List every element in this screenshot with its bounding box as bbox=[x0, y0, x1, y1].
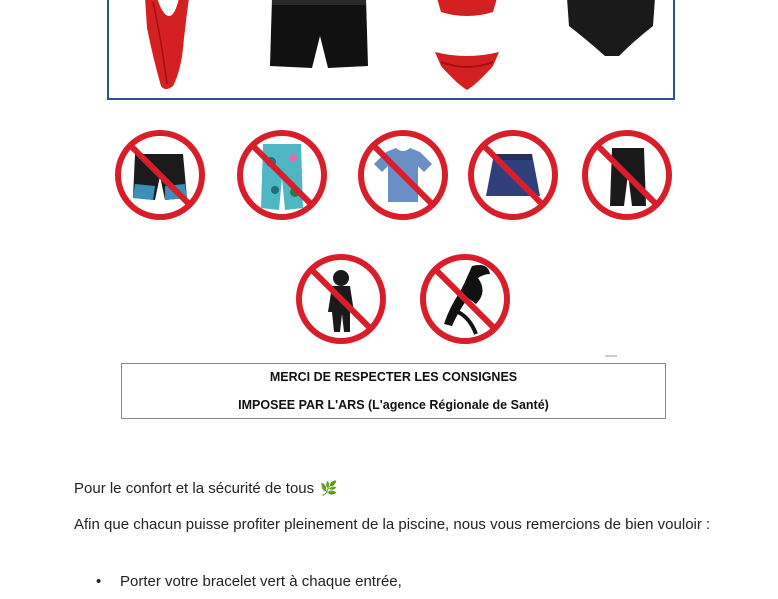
skirt-forbidden-icon bbox=[466, 128, 560, 222]
divider bbox=[605, 355, 617, 357]
black-swim-trunks-icon bbox=[264, 0, 374, 78]
list-item-text: Porter votre bracelet vert à chaque entrée, bbox=[120, 573, 402, 590]
list-item bbox=[96, 573, 402, 590]
intro-line bbox=[74, 475, 338, 502]
red-one-piece-swimsuit-icon bbox=[127, 0, 207, 98]
notice-line-2: IMPOSEE PAR L'ARS (L'agence Régionale de Santé) bbox=[238, 398, 549, 412]
black-high-waist-brief-icon bbox=[561, 0, 661, 68]
notice-line-1: MERCI DE RESPECTER LES CONSIGNES bbox=[269, 370, 518, 384]
bullet-marker: • bbox=[96, 573, 102, 590]
instructions-paragraph: Afin que chacun puisse profiter pleinement de la piscine, nous vous remercions de bien vouloir : bbox=[74, 516, 711, 533]
red-bikini-icon bbox=[427, 0, 507, 98]
allowed-swimwear-panel bbox=[107, 0, 675, 100]
herb-emoji-icon: 🌿 bbox=[320, 480, 338, 496]
long-shorts-forbidden-icon bbox=[580, 128, 674, 222]
rules-list bbox=[96, 573, 402, 590]
burkini-forbidden-icon bbox=[294, 252, 388, 346]
t-shirt-forbidden-icon bbox=[356, 128, 450, 222]
floral-board-shorts-forbidden-icon bbox=[235, 128, 329, 222]
board-shorts-forbidden-icon bbox=[113, 128, 207, 222]
notice-box bbox=[121, 363, 666, 419]
undressing-person-forbidden-icon bbox=[418, 252, 512, 346]
intro-text: Pour le confort et la sécurité de tous bbox=[74, 480, 315, 497]
